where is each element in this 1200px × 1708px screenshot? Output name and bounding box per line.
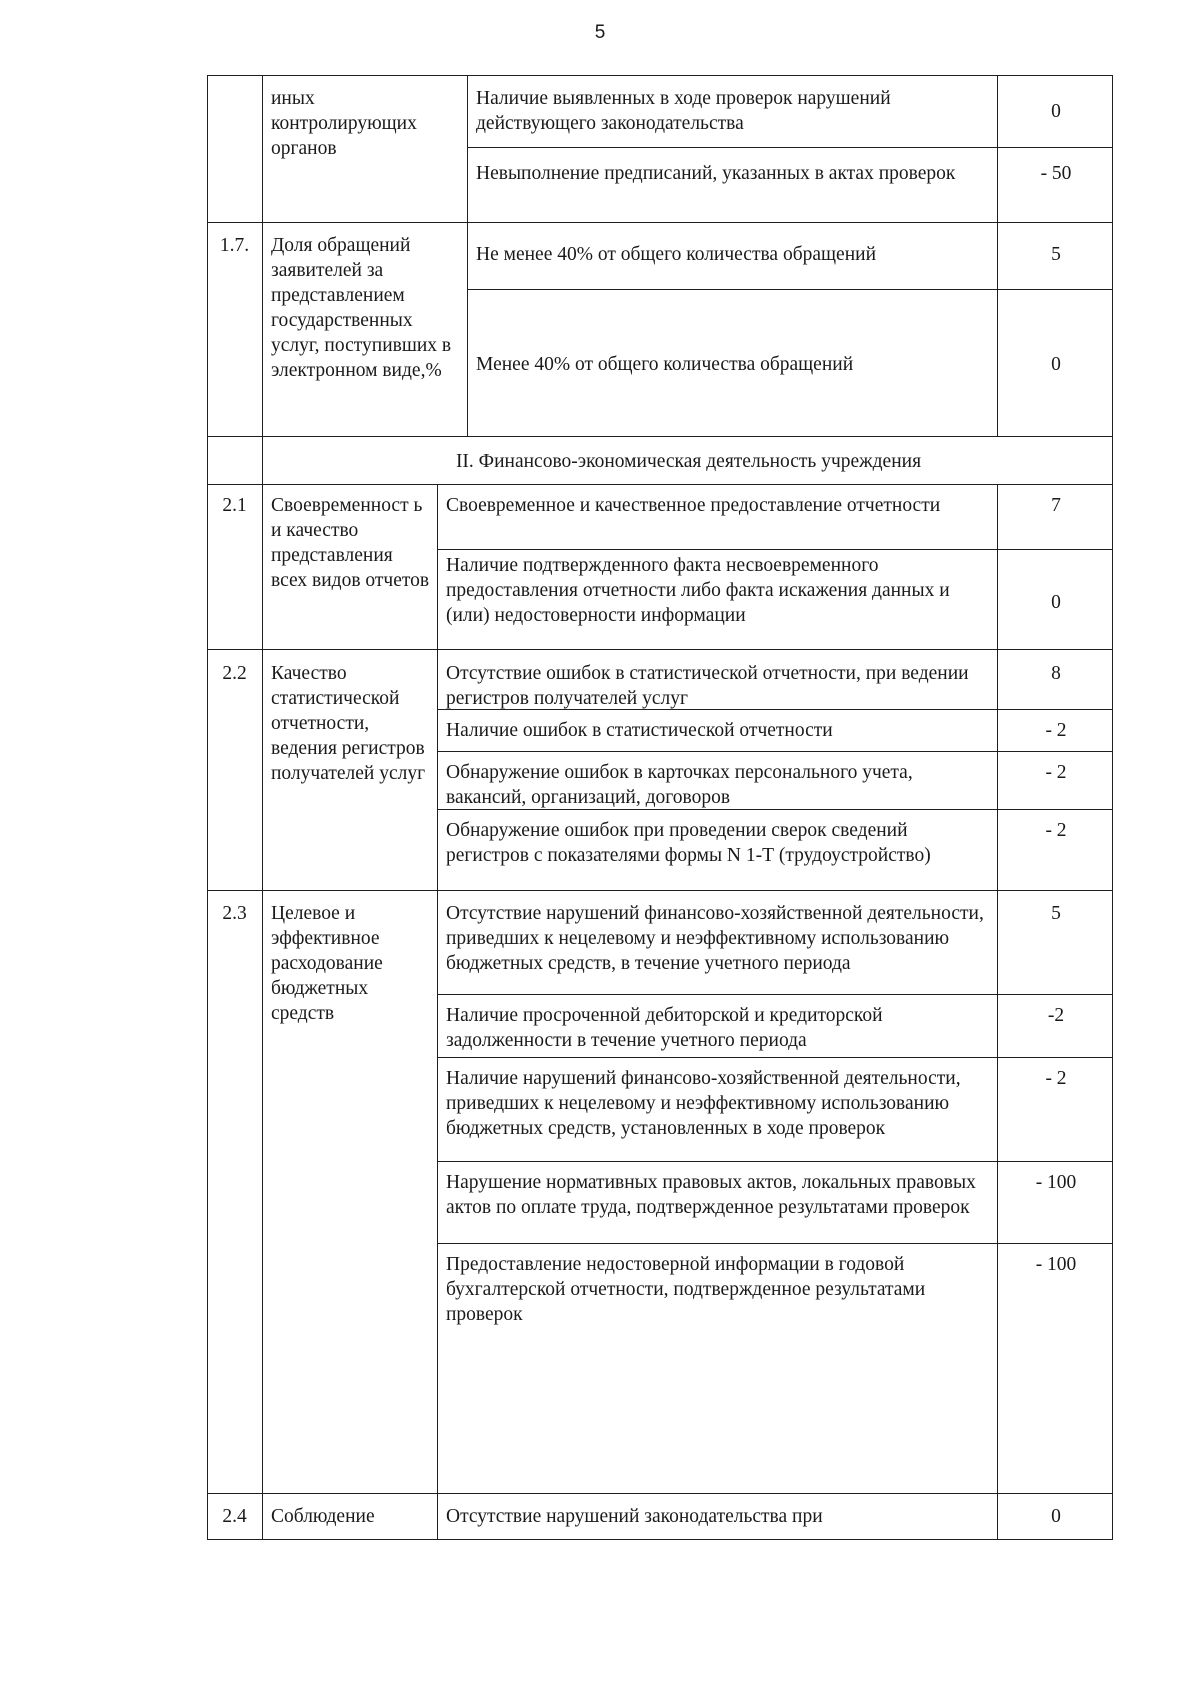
indicator-cell: Наличие просроченной дебиторской и кредиторской задолженности в течение учетного периода bbox=[446, 1005, 883, 1051]
indicator-cell: Отсутствие нарушений финансово-хозяйственной деятельности, приведших к нецелевому и неэффективному использованию бюджетных средств, в течение учетного периода bbox=[446, 903, 984, 974]
indicator-cell: Обнаружение ошибок в карточках персонального учета, вакансий, организаций, договоров bbox=[446, 762, 913, 808]
score-cell: - 2 bbox=[1045, 820, 1067, 841]
score-cell: 0 bbox=[1051, 101, 1061, 122]
indicator-cell: Своевременное и качественное предоставление отчетности bbox=[446, 495, 941, 516]
row-number: 2.3 bbox=[222, 903, 247, 924]
criterion-cell: Качество статистической отчетности, ведения регистров получателей услуг bbox=[271, 663, 426, 784]
indicator-cell: Наличие нарушений финансово-хозяйственной деятельности, приведших к нецелевому и неэффективному использованию бюджетных средств, установленных в ходе проверок bbox=[446, 1068, 961, 1139]
row-number: 2.1 bbox=[222, 495, 247, 516]
score-cell: - 100 bbox=[1035, 1172, 1077, 1193]
score-cell: 7 bbox=[1051, 495, 1061, 516]
score-cell: 0 bbox=[1051, 354, 1061, 375]
score-cell: 5 bbox=[1051, 244, 1061, 265]
indicator-cell: Отсутствие нарушений законодательства при bbox=[446, 1506, 823, 1527]
score-cell: 0 bbox=[1051, 592, 1061, 613]
page-number: 5 bbox=[594, 22, 606, 43]
indicator-cell: Обнаружение ошибок при проведении сверок сведений регистров с показателями формы N 1-Т (трудоустройство) bbox=[446, 820, 931, 866]
indicator-cell: Отсутствие ошибок в статистической отчетности, при ведении регистров получателей услуг bbox=[446, 663, 969, 709]
score-cell: 0 bbox=[1051, 1506, 1061, 1527]
score-cell: 5 bbox=[1051, 903, 1061, 924]
row-number: 2.2 bbox=[222, 663, 247, 684]
indicator-cell: Невыполнение предписаний, указанных в актах проверок bbox=[476, 163, 956, 184]
criterion-cell: Своевременност ь и качество представления всех видов отчетов bbox=[271, 495, 430, 591]
score-cell: - 50 bbox=[1040, 163, 1072, 184]
score-cell: -2 bbox=[1047, 1005, 1065, 1026]
score-cell: - 2 bbox=[1045, 762, 1067, 783]
indicator-cell: Предоставление недостоверной информации в годовой бухгалтерской отчетности, подтвержденное результатами проверок bbox=[446, 1254, 926, 1325]
score-cell: - 2 bbox=[1045, 1068, 1067, 1089]
row-number: 1.7. bbox=[219, 235, 250, 256]
indicator-cell: Менее 40% от общего количества обращений bbox=[476, 354, 854, 375]
indicator-cell: Не менее 40% от общего количества обращений bbox=[476, 244, 877, 265]
row-number: 2.4 bbox=[222, 1506, 247, 1527]
criterion-cell: Целевое и эффективное расходование бюджетных средств bbox=[271, 903, 383, 1024]
section-title: II. Финансово-экономическая деятельность учреждения bbox=[455, 451, 922, 472]
criterion-cell: Соблюдение bbox=[271, 1506, 375, 1527]
indicator-cell: Наличие подтвержденного факта несвоевременного предоставления отчетности либо факта искажения данных и (или) недостоверности информации bbox=[446, 555, 950, 626]
criterion-cell: иных контролирующих органов bbox=[271, 88, 417, 159]
indicator-cell: Нарушение нормативных правовых актов, локальных правовых актов по оплате труда, подтвержденное результатами проверок bbox=[446, 1172, 976, 1218]
score-cell: - 2 bbox=[1045, 720, 1067, 741]
criteria-table bbox=[207, 75, 1113, 1540]
indicator-cell: Наличие ошибок в статистической отчетности bbox=[446, 720, 833, 741]
indicator-cell: Наличие выявленных в ходе проверок нарушений действующего законодательства bbox=[476, 88, 891, 134]
criterion-cell: Доля обращений заявителей за представлением государственных услуг, поступивших в электронном виде,% bbox=[271, 235, 452, 381]
score-cell: - 100 bbox=[1035, 1254, 1077, 1275]
score-cell: 8 bbox=[1051, 663, 1061, 684]
